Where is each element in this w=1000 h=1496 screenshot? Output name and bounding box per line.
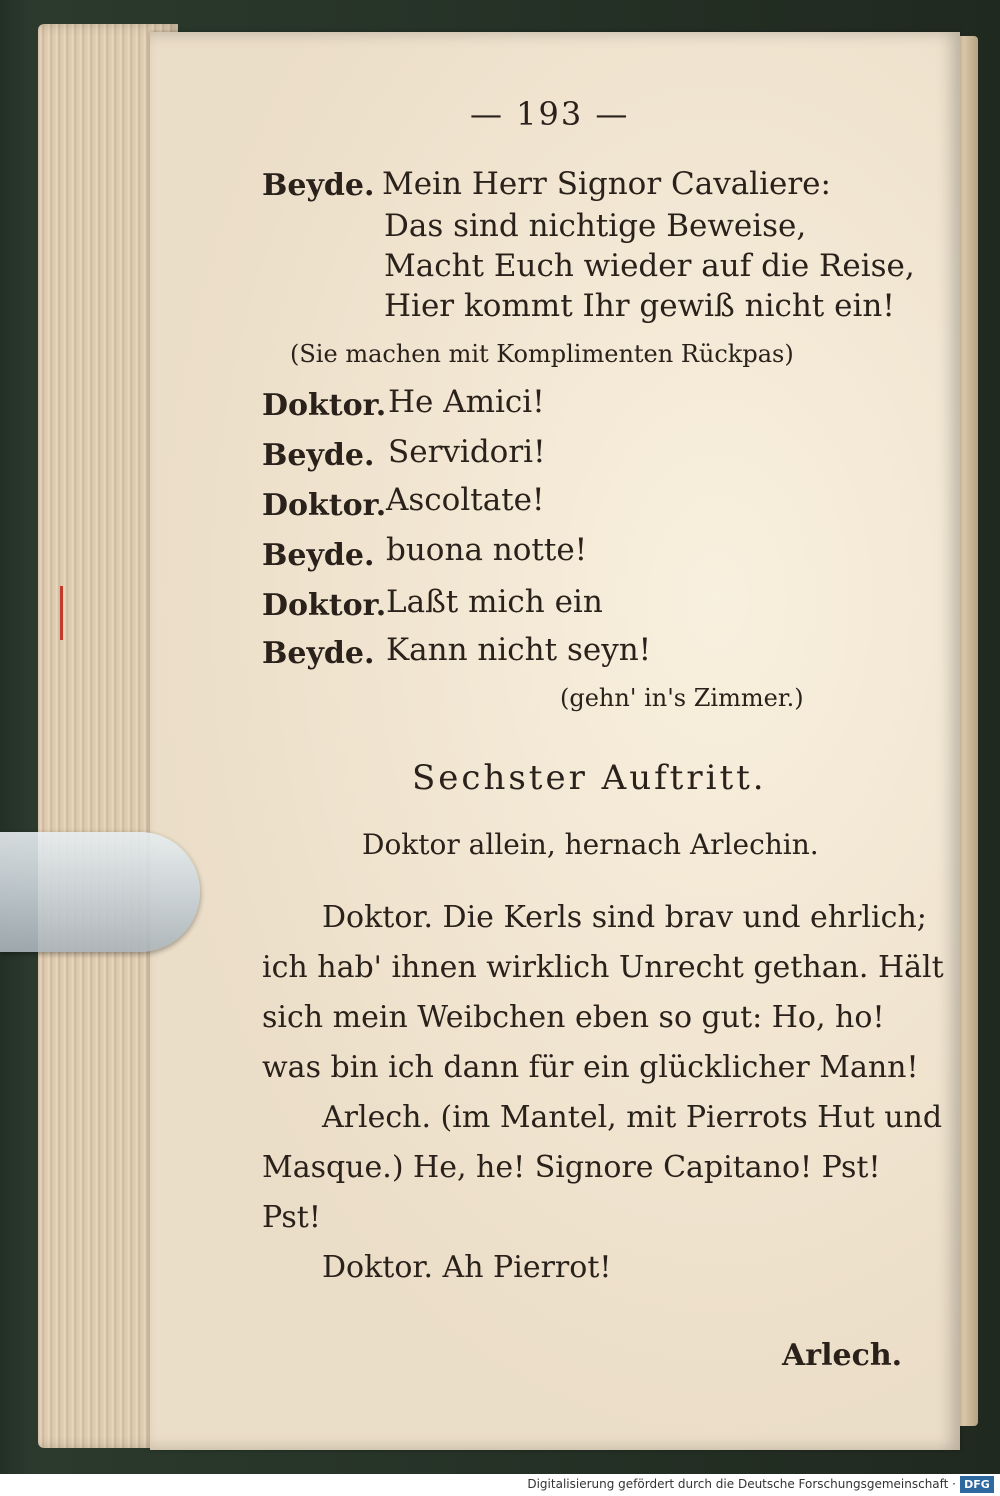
dialogue-speaker: Beyde. <box>262 636 375 671</box>
dialogue-speaker: Beyde. <box>262 538 375 573</box>
prose-line: Masque.) He, he! Signore Capitano! Pst! <box>262 1150 881 1185</box>
verse-speaker: Beyde. <box>262 168 375 203</box>
prose-line: Pst! <box>262 1200 321 1235</box>
book-page <box>150 32 960 1450</box>
dialogue-speaker: Doktor. <box>262 588 387 623</box>
scene-characters: Doktor allein, hernach Arlechin. <box>362 828 819 861</box>
prose-line: Doktor. Die Kerls sind brav und ehrlich; <box>322 900 927 935</box>
prose-line: Doktor. Ah Pierrot! <box>322 1250 612 1285</box>
prose-line: sich mein Weibchen eben so gut: Ho, ho! <box>262 1000 885 1035</box>
verse-line: Hier kommt Ihr gewiß nicht ein! <box>384 288 895 324</box>
stage-direction: (gehn' in's Zimmer.) <box>560 684 804 712</box>
footer-credit: Digitalisierung gefördert durch die Deutsche Forschungsgemeinschaft · <box>527 1477 956 1491</box>
prose-line: Arlech. (im Mantel, mit Pierrots Hut und <box>322 1100 943 1135</box>
verse-line: Das sind nichtige Beweise, <box>384 208 807 244</box>
page-number: — 193 — <box>470 95 630 133</box>
dialogue-text: Ascoltate! <box>386 482 545 518</box>
catchword: Arlech. <box>782 1338 903 1373</box>
dialogue-text: Kann nicht seyn! <box>386 632 652 668</box>
dfg-logo: DFG <box>960 1476 994 1493</box>
page-holder-clip <box>0 832 200 952</box>
footer-bar <box>0 1474 1000 1496</box>
stage-direction: (Sie machen mit Komplimenten Rückpas) <box>290 340 794 368</box>
dialogue-text: Laßt mich ein <box>386 584 603 620</box>
dialogue-speaker: Doktor. <box>262 388 387 423</box>
dialogue-text: He Amici! <box>388 384 545 420</box>
dialogue-text: Servidori! <box>388 434 546 470</box>
scene-heading: Sechster Auftritt. <box>412 758 767 798</box>
verse-line: Macht Euch wieder auf die Reise, <box>384 248 915 284</box>
red-bookmark <box>60 586 63 640</box>
dialogue-speaker: Beyde. <box>262 438 375 473</box>
prose-line: was bin ich dann für ein glücklicher Mann! <box>262 1050 919 1085</box>
dialogue-speaker: Doktor. <box>262 488 387 523</box>
dialogue-text: buona notte! <box>386 532 588 568</box>
prose-line: ich hab' ihnen wirklich Unrecht gethan. Hält <box>262 950 944 985</box>
verse-line: Mein Herr Signor Cavaliere: <box>382 166 831 202</box>
